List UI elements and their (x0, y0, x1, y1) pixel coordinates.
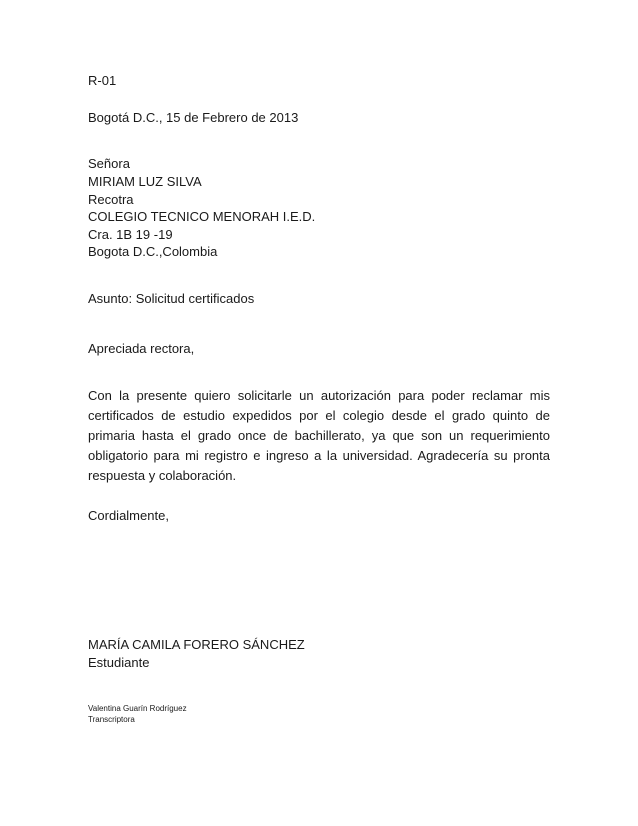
letter-body: Con la presente quiero solicitarle un autorización para poder reclamar mis certificados de estudio expedidos por el colegio desde el grado quinto de primaria hasta el grado once de bachillerato, ya que son un requerimiento obligatorio para mi registro e ingreso a la universidad. Agradecería su pronta respuesta y colaboración. (88, 388, 550, 483)
recipient-address: Cra. 1B 19 -19 (88, 227, 173, 242)
signer-role: Estudiante (88, 655, 150, 670)
recipient-position: Recotra (88, 192, 134, 207)
closing: Cordialmente, (88, 508, 169, 523)
recipient-institution: COLEGIO TECNICO MENORAH I.E.D. (88, 209, 316, 224)
reference-code: R-01 (88, 73, 117, 88)
transcriber-name: Valentina Guarín Rodríguez (88, 704, 187, 713)
greeting: Apreciada rectora, (88, 341, 195, 356)
recipient-city: Bogota D.C.,Colombia (88, 244, 218, 259)
signer-name: MARÍA CAMILA FORERO SÁNCHEZ (88, 637, 305, 652)
date-line: Bogotá D.C., 15 de Febrero de 2013 (88, 110, 299, 125)
transcriber-role: Transcriptora (88, 715, 135, 724)
recipient-name: MIRIAM LUZ SILVA (88, 174, 202, 189)
subject-line: Asunto: Solicitud certificados (88, 291, 255, 306)
recipient-title: Señora (88, 156, 130, 171)
